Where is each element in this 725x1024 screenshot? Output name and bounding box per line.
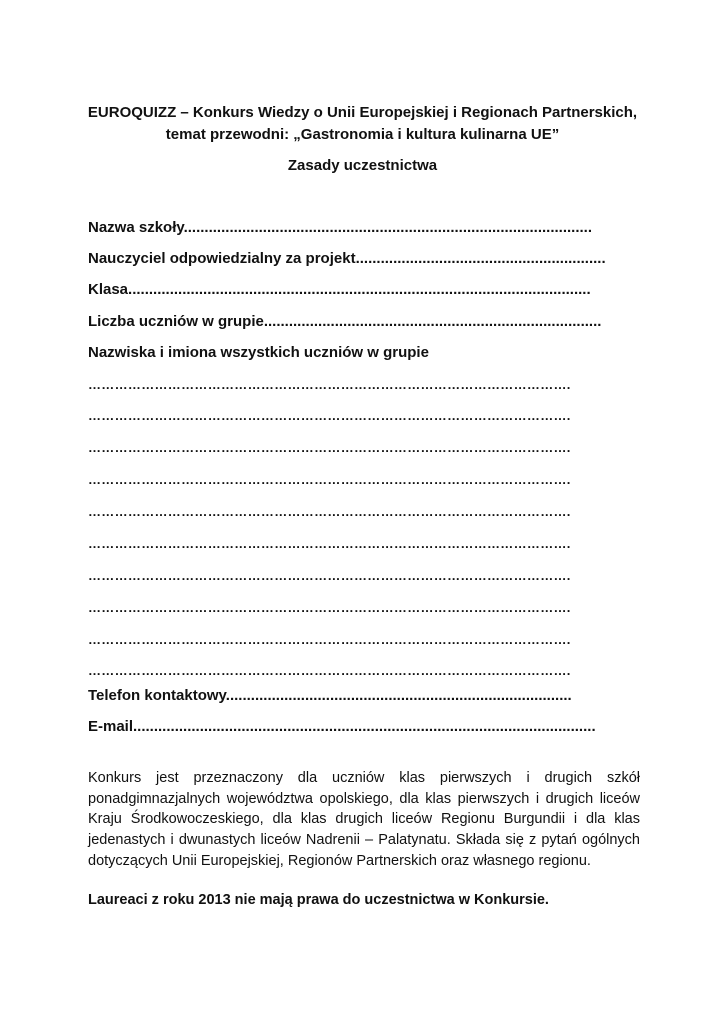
student-name-line: ………………………………………………………………………………………………. — [88, 600, 571, 615]
student-name-line: ………………………………………………………………………………………………. — [88, 504, 571, 519]
student-name-line: ………………………………………………………………………………………………. — [88, 377, 571, 392]
student-name-line: ………………………………………………………………………………………………. — [88, 536, 571, 551]
rules-paragraph — [88, 768, 640, 872]
title-line-2: temat przewodni: „Gastronomia i kultura kulinarna UE” — [165, 126, 560, 143]
class-field: Klasa............................................................................................................... — [88, 281, 591, 298]
teacher-field: Nauczyciel odpowiedzialny za projekt............................................................ — [88, 250, 606, 267]
phone-field: Telefon kontaktowy................................................................................... — [88, 687, 572, 704]
student-name-line: ………………………………………………………………………………………………. — [88, 440, 571, 455]
email-field: E-mail............................................................................................................... — [88, 718, 596, 735]
student-name-line: ………………………………………………………………………………………………. — [88, 408, 571, 423]
title-line-1: EUROQUIZZ – Konkurs Wiedzy o Unii Europejskiej i Regionach Partnerskich, — [87, 104, 638, 121]
subtitle: Zasady uczestnictwa — [287, 157, 438, 174]
student-name-line: ………………………………………………………………………………………………. — [88, 472, 571, 487]
rules-paragraph-text: Konkurs jest przeznaczony dla uczniów klas pierwszych i drugich szkół ponadgimnazjalnych województwa opolskiego, dla klas pierwszych i drugich liceów Kraju Środkowoczeskiego, dla klas drugich liceów Regionu Burgundii i dla klas jedenastych i dwunastych liceów Nadrenii – Palatynatu. Składa się z pytań ogólnych dotyczących Unii Europejskiej, Regionów Partnerskich oraz własnego regionu. — [88, 770, 640, 869]
group-size-field: Liczba uczniów w grupie................................................................................. — [88, 313, 602, 330]
student-name-line: ………………………………………………………………………………………………. — [88, 568, 571, 583]
student-name-line: ………………………………………………………………………………………………. — [88, 663, 571, 678]
closing-notice: Laureaci z roku 2013 nie mają prawa do uczestnictwa w Konkursie. — [88, 892, 549, 908]
school-name-field: Nazwa szkoły.................................................................................................. — [88, 219, 593, 236]
student-name-line: ………………………………………………………………………………………………. — [88, 632, 571, 647]
student-names-label: Nazwiska i imiona wszystkich uczniów w grupie — [88, 344, 429, 361]
